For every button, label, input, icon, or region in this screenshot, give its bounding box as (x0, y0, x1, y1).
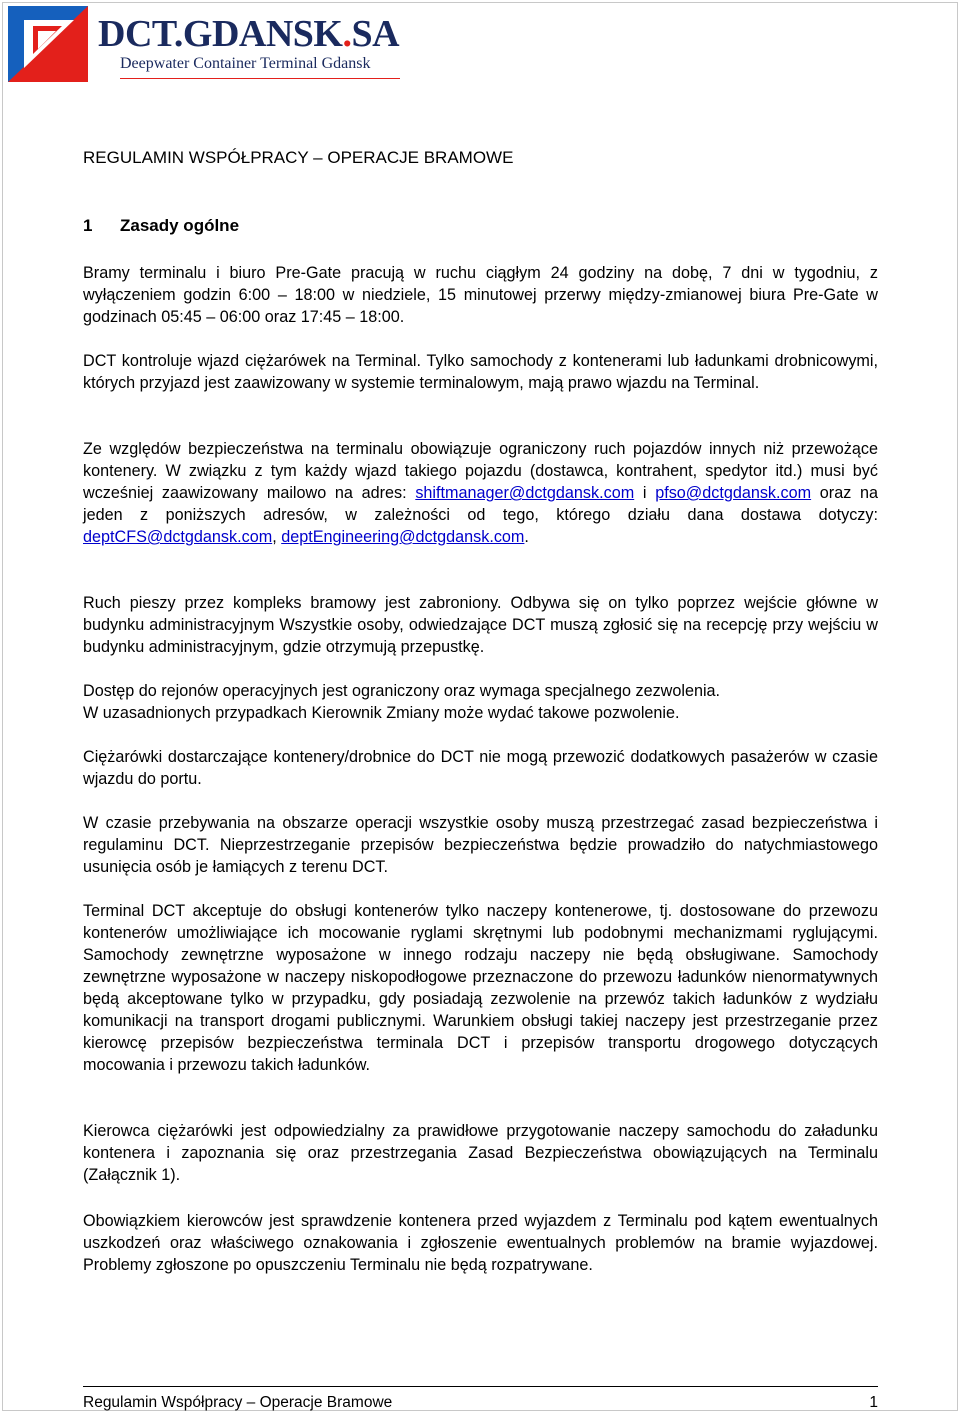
footer-title: Regulamin Współpracy – Operacje Bramowe (83, 1394, 393, 1411)
footer-rule (83, 1386, 878, 1387)
brand-name: DCT.GDANSK.SA (98, 13, 400, 55)
paragraph-operational-access: Dostęp do rejonów operacyjnych jest ograniczony oraz wymaga specjalnego zezwolenia. W uzasadnionych przypadkach Kierownik Zmiany może wydać takowe pozwolenie. (83, 682, 721, 722)
section-title: Zasady ogólne (120, 216, 240, 235)
email-link-shiftmanager[interactable]: shiftmanager@dctgdansk.com (415, 484, 635, 502)
header (4, 4, 404, 84)
paragraph-operating-hours: Bramy terminalu i biuro Pre-Gate pracują w ruchu ciągłym 24 godziny na dobę, 7 dni w tygodniu, z wyłączeniem godzin 6:00 – 18:00 w niedziele, 15 minutowej przerwy między-zmianowej biura Pre-Gate w godzinach 05:45 – 06:00 oraz 17:45 – 18:00. (83, 264, 878, 326)
brand-rule (120, 78, 400, 79)
brand-dot: . (342, 13, 352, 55)
document-body (83, 146, 878, 1274)
section-heading (83, 214, 239, 238)
paragraph-container-check: Obowiązkiem kierowców jest sprawdzenie kontenera przed wyjazdem z Terminalu pod kątem ewentualnych uszkodzeń oraz właściwego oznakowania i zgłoszenie ewentualnych problemów na bramie wyjazdowej. Problemy zgłoszone po opuszczeniu Terminalu nie będą rozpatrywane. (83, 1212, 878, 1274)
paragraph-vehicle-notification: Ze względów bezpieczeństwa na terminalu obowiązuje ograniczony ruch pojazdów innych niż przewożące kontenery. W związku z tym każdy wjazd takiego pojazdu (dostawca, kontrahent, spedytor itd.) musi być wcześniej zaawizowany mailowo na adres: shiftmanager@dctgdansk.com i pfso@dctgdansk.com oraz na jeden z poniższych adresów, w zależności od tego, którego działu dana dostawa dotyczy: deptCFS@dctgdansk.com, deptEngineering@dctgdansk.com. (83, 440, 878, 546)
section-number: 1 (83, 216, 93, 235)
document-title: REGULAMIN WSPÓŁPRACY – OPERACJE BRAMOWE (83, 148, 514, 167)
dct-logo-icon (4, 4, 94, 84)
paragraph-truck-entry: DCT kontroluje wjazd ciężarówek na Terminal. Tylko samochody z kontenerami lub ładunkami drobnicowymi, których przyjazd jest zaawizowany w systemie terminalowym, mają prawo wjazdu na Terminal. (83, 352, 878, 392)
page-number: 1 (869, 1394, 878, 1411)
email-link-pfso[interactable]: pfso@dctgdansk.com (655, 484, 812, 502)
paragraph-driver-responsibility: Kierowca ciężarówki jest odpowiedzialny za prawidłowe przygotowanie naczepy samochodu do załadunku kontenera i zapoznania się oraz przestrzegania Zasad Bezpieczeństwa obowiązujących na Terminalu (Załącznik 1). (83, 1122, 878, 1184)
paragraph-trailer-requirements: Terminal DCT akceptuje do obsługi kontenerów tylko naczepy kontenerowe, tj. dostosowane do przewozu kontenerów umożliwiające ich mocowanie ryglami skrętnymi lub podobnymi mechanizmami ryglującymi. Samochody zewnętrzne wyposażone w innego rodzaju naczepy nie będą obsługiwane. Samochody zewnętrzne wyposażone w naczepy niskopodłogowe przeznaczone do przewozu ładunków nienormatywnych będą akceptowane tylko w przypadku, gdy posiadają zezwolenie na przewóz takich ładunków z wydziału komunikacji na transport drogami publicznymi. Warunkiem obsługi takiej naczepy jest przestrzeganie przez kierowcę przepisów bezpieczeństwa terminala DCT i przepisów transportu drogowego dotyczących mocowania i przewozu takich ładunków. (83, 902, 878, 1074)
paragraph-pedestrian-traffic: Ruch pieszy przez kompleks bramowy jest zabroniony. Odbywa się on tylko poprzez wejście główne w budynku administracyjnym Wszystkie osoby, odwiedzające DCT muszą zgłosić się na recepcję przy wejściu w budynku administracyjnym, gdzie otrzymują przepustkę. (83, 594, 878, 656)
email-link-deptengineering[interactable]: deptEngineering@dctgdansk.com (281, 528, 525, 546)
paragraph-safety-rules: W czasie przebywania na obszarze operacji wszystkie osoby muszą przestrzegać zasad bezpieczeństwa i regulaminu DCT. Nieprzestrzeganie przepisów bezpieczeństwa będzie prowadziło do natychmiastowego usunięcia osób je łamiących z terenu DCT. (83, 814, 878, 876)
brand-tagline: Deepwater Container Terminal Gdansk (120, 55, 371, 72)
email-link-deptcfs[interactable]: deptCFS@dctgdansk.com (83, 528, 273, 546)
paragraph-passengers: Ciężarówki dostarczające kontenery/drobnice do DCT nie mogą przewozić dodatkowych pasażerów w czasie wjazdu do portu. (83, 748, 878, 788)
